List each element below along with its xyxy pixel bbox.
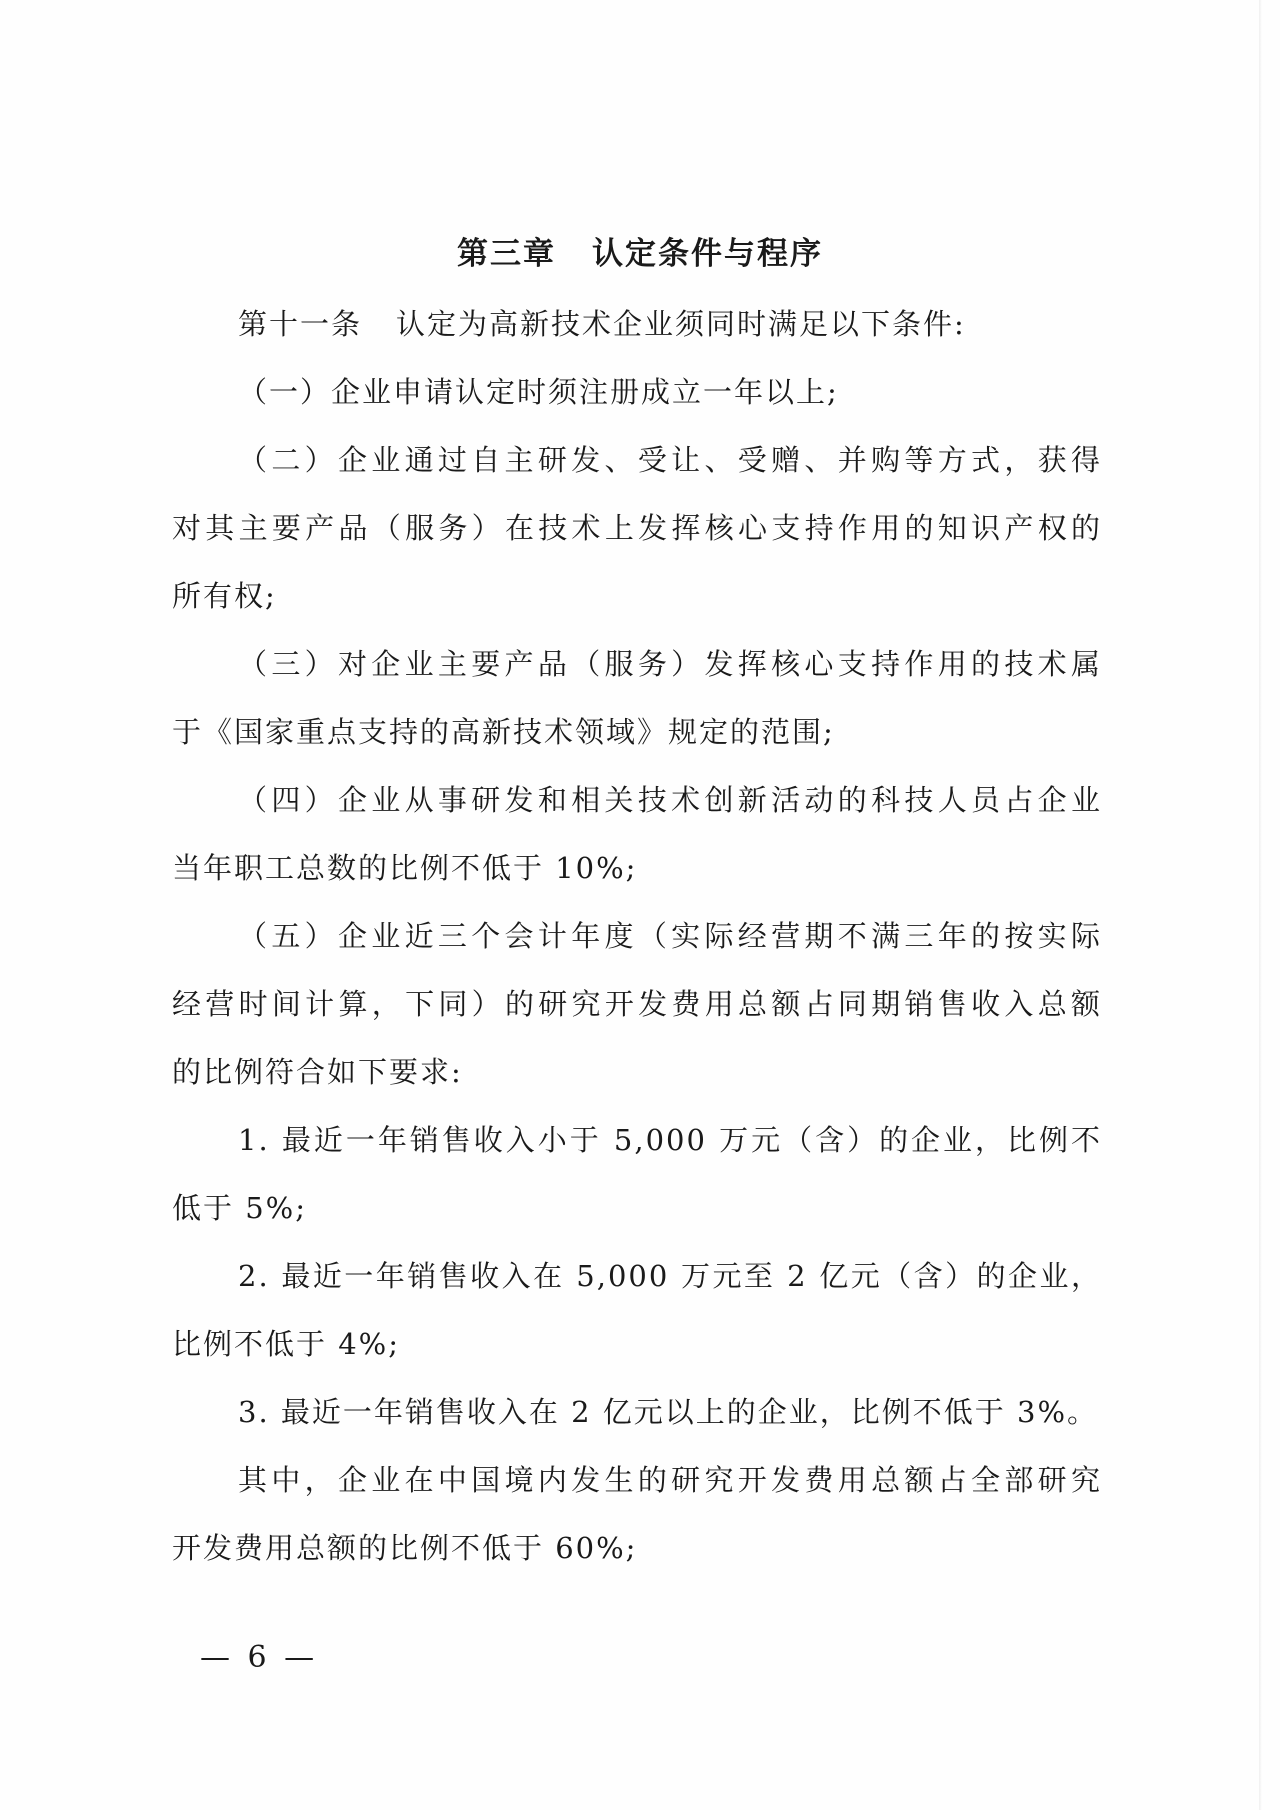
chapter-number: 第三章 [457,236,556,272]
paragraph-line: 经营时间计算，下同）的研究开发费用总额占同期销售收入总额 [172,987,1102,1021]
paragraph-line: 3. 最近一年销售收入在 2 亿元以上的企业，比例不低于 3%。 [238,1395,1099,1429]
paragraph-line: （二）企业通过自主研发、受让、受赠、并购等方式，获得 [238,443,1102,477]
chapter-heading [0,228,1280,273]
paragraph-line: （一）企业申请认定时须注册成立一年以上; [238,375,839,409]
article-lead: 认定为高新技术企业须同时满足以下条件: [396,307,966,341]
paragraph-line: 所有权; [172,579,277,613]
paragraph-line: 1. 最近一年销售收入小于 5,000 万元（含）的企业，比例不 [238,1123,1102,1157]
document-body [172,290,1102,1582]
paragraph-line: 比例不低于 4%; [172,1327,400,1361]
paragraph-line: 其中，企业在中国境内发生的研究开发费用总额占全部研究 [238,1463,1102,1497]
paragraph-line: （五）企业近三个会计年度（实际经营期不满三年的按实际 [238,919,1102,953]
paragraph-line: 当年职工总数的比例不低于 10%; [172,851,638,885]
paragraph-line: （四）企业从事研发和相关技术创新活动的科技人员占企业 [238,783,1102,817]
paragraph-line: （三）对企业主要产品（服务）发挥核心支持作用的技术属 [238,647,1102,681]
paragraph-line: 于《国家重点支持的高新技术领域》规定的范围; [172,715,835,749]
article-label: 第十一条 [238,307,363,341]
chapter-title: 认定条件与程序 [592,236,823,272]
article-heading-line [172,290,1102,358]
page-number: — 6 — [200,1640,319,1675]
paragraph-line: 开发费用总额的比例不低于 60%; [172,1531,638,1565]
paragraph-line: 的比例符合如下要求: [172,1055,463,1089]
paragraph-line: 低于 5%; [172,1191,307,1225]
paragraph-line: 2. 最近一年销售收入在 5,000 万元至 2 亿元（含）的企业， [238,1259,1102,1293]
paragraph-line: 对其主要产品（服务）在技术上发挥核心支持作用的知识产权的 [172,511,1102,545]
